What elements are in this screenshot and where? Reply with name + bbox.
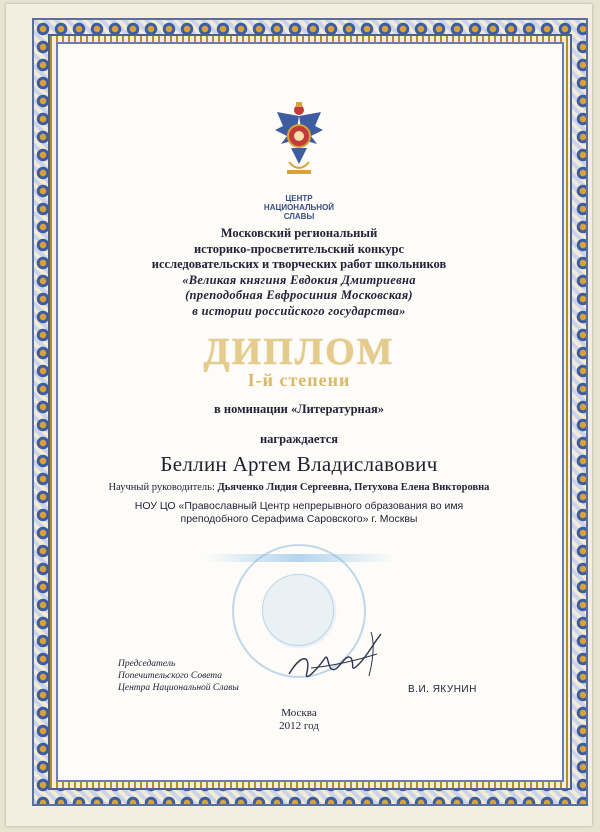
diploma-content <box>6 4 592 826</box>
advisor-line <box>6 482 592 493</box>
awarded-label: награждается <box>259 432 339 446</box>
year: 2012 год <box>279 720 319 732</box>
contest-title <box>76 226 522 319</box>
contest-line: в истории российского государства» <box>192 303 406 318</box>
stamp-stripe <box>204 554 394 562</box>
chair-title <box>118 658 239 694</box>
diploma-title: ДИПЛОМ <box>203 331 395 373</box>
place: Москва <box>281 707 317 719</box>
contest-line: «Великая княгиня Евдокия Дмитриевна <box>182 272 416 287</box>
nomination: в номинации «Литературная» <box>214 402 384 416</box>
contest-line: (преподобная Евфросиния Московская) <box>185 288 413 302</box>
contest-line: исследовательских и творческих работ школьников <box>151 257 447 271</box>
chair-line: Центра Национальной Славы <box>118 683 239 693</box>
organization-name: ЦЕНТР НАЦИОНАЛЬНОЙ СЛАВЫ <box>263 194 335 221</box>
diploma-degree: I-й степени <box>247 370 351 390</box>
contest-line: историко-просветительский конкурс <box>193 241 405 256</box>
contest-line: Московский региональный <box>220 226 378 240</box>
advisor-label: Научный руководитель: <box>108 482 215 493</box>
chair-line: Попечительского Совета <box>118 671 223 681</box>
place-date <box>6 707 592 733</box>
recipient-name: Беллин Артем Владиславович <box>160 452 438 476</box>
handwritten-signature <box>281 624 391 694</box>
chair-line: Председатель <box>118 659 176 669</box>
advisor-names: Дьяченко Лидия Сергеевна, Петухова Елена Викторовна <box>217 482 490 493</box>
school-name: НОУ ЦО «Православный Центр непрерывного образования во имя преподобного Серафима Саровского» г. Москвы <box>134 500 464 525</box>
diploma-sheet <box>6 4 592 826</box>
signer-name: В.И. ЯКУНИН <box>408 684 477 695</box>
double-headed-eagle-emblem-icon <box>271 100 327 184</box>
